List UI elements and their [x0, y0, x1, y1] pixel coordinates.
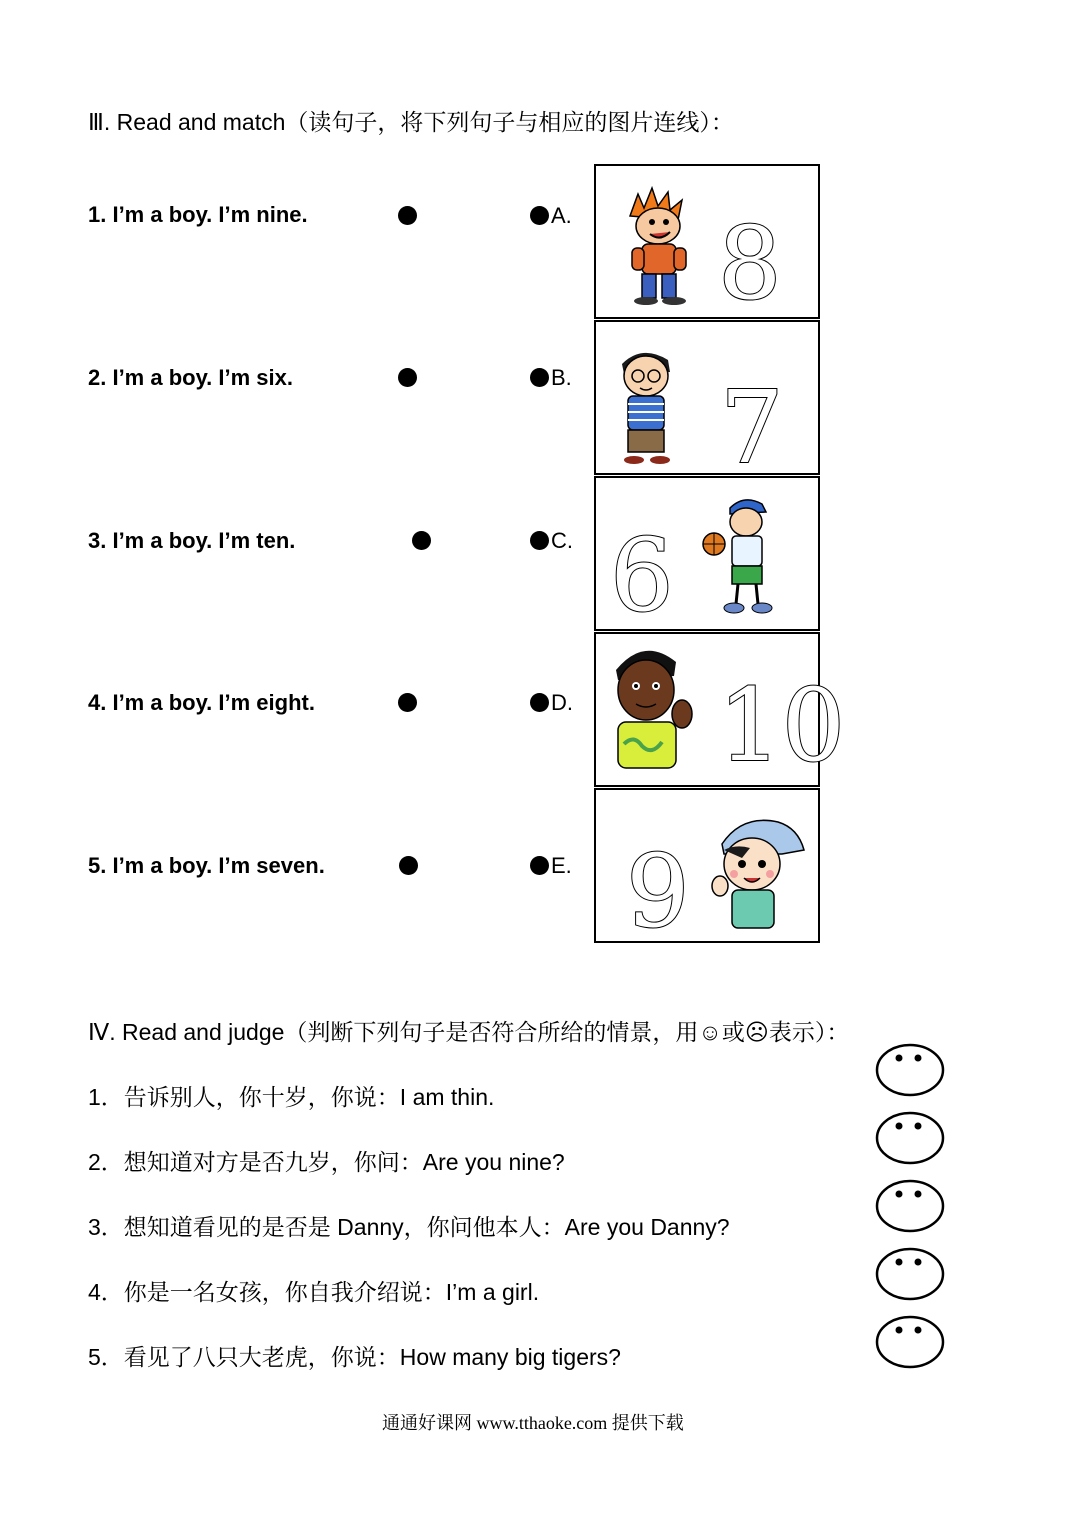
judge-item-5: 5．看见了八只大老虎，你说：How many big tigers? [88, 1344, 621, 1370]
judge-item-2: 2．想知道对方是否九岁，你问：Are you nine? [88, 1149, 565, 1175]
option-letter-a: A. [551, 203, 572, 228]
left-match-dot-3[interactable] [412, 531, 431, 550]
left-match-dot-4[interactable] [398, 693, 417, 712]
right-match-dot-a[interactable] [530, 206, 549, 225]
option-letter-b: B. [551, 365, 572, 390]
match-sentence-4: 4. I’m a boy. I’m eight. [88, 690, 315, 715]
picture-number-c: 6 [610, 517, 674, 634]
section-3-title: Ⅲ. Read and match（读句子，将下列句子与相应的图片连线）： [88, 109, 734, 135]
picture-number-a: 8 [718, 205, 782, 322]
boy-waving-icon [608, 640, 694, 770]
picture-box-c [594, 476, 820, 634]
left-match-dot-2[interactable] [398, 368, 417, 387]
match-sentence-5: 5. I’m a boy. I’m seven. [88, 853, 325, 878]
blank-face-icon[interactable] [875, 1179, 945, 1233]
picture-box-e [594, 788, 820, 950]
right-match-dot-c[interactable] [530, 531, 549, 550]
option-letter-d: D. [551, 690, 573, 715]
picture-box-d [594, 632, 846, 787]
blank-face-icon[interactable] [875, 1315, 945, 1369]
boy-glasses-icon [612, 344, 682, 469]
left-match-dot-1[interactable] [398, 206, 417, 225]
blank-face-icon[interactable] [875, 1111, 945, 1165]
footer-text: 通通好课网 www.tthaoke.com 提供下载 [382, 1413, 684, 1433]
judge-item-3: 3．想知道看见的是否是 Danny，你问他本人：Are you Danny? [88, 1214, 730, 1240]
blank-face-icon[interactable] [875, 1043, 945, 1097]
match-sentence-1: 1. I’m a boy. I’m nine. [88, 202, 308, 227]
picture-number-b: 7 [720, 369, 784, 486]
picture-box-a [594, 164, 820, 322]
picture-box-b [594, 320, 820, 486]
picture-number-e: 9 [626, 833, 690, 950]
right-match-dot-e[interactable] [530, 856, 549, 875]
right-match-dot-b[interactable] [530, 368, 549, 387]
boy-basketball-icon [700, 494, 796, 618]
boy-flame-hair-icon [620, 186, 700, 306]
section-4-title: Ⅳ. Read and judge（判断下列句子是否符合所给的情景，用☺或☹表示）： [88, 1019, 850, 1045]
judge-item-4: 4．你是一名女孩，你自我介绍说：I’m a girl. [88, 1279, 540, 1305]
boy-cap-icon [712, 814, 808, 934]
blank-face-icon[interactable] [875, 1247, 945, 1301]
picture-number-d: 10 [718, 667, 846, 784]
option-letter-c: C. [551, 528, 573, 553]
match-sentence-3: 3. I’m a boy. I’m ten. [88, 528, 296, 553]
match-sentence-2: 2. I’m a boy. I’m six. [88, 365, 294, 390]
option-letter-e: E. [551, 853, 572, 878]
left-match-dot-5[interactable] [399, 856, 418, 875]
judge-item-1: 1．告诉别人，你十岁，你说：I am thin. [88, 1084, 495, 1110]
right-match-dot-d[interactable] [530, 693, 549, 712]
